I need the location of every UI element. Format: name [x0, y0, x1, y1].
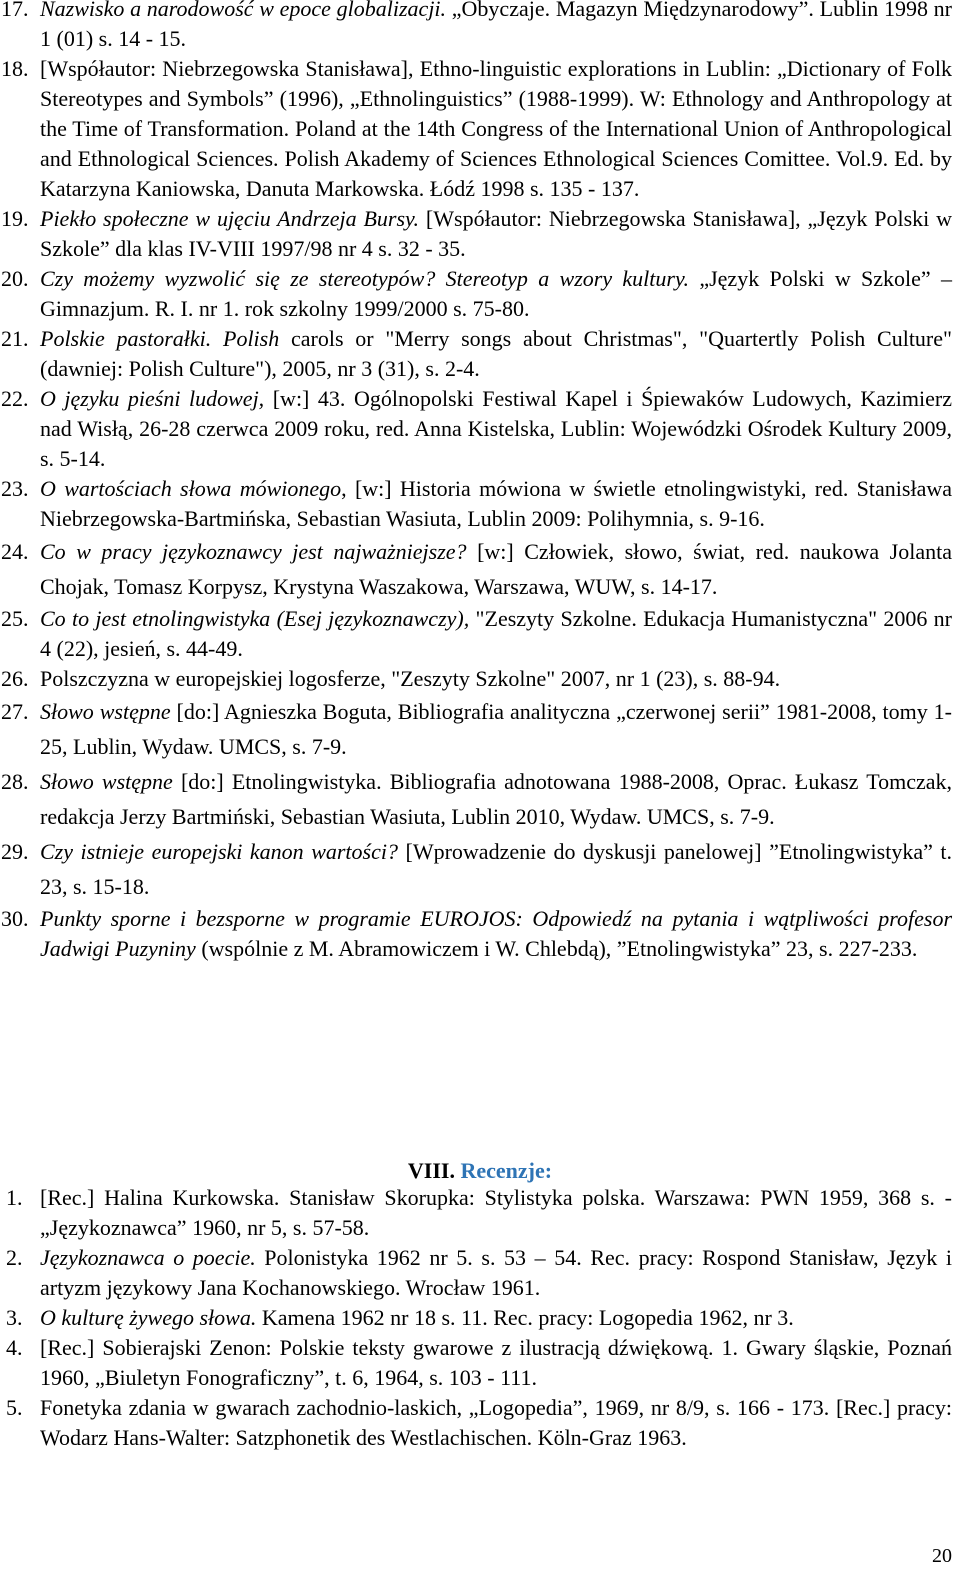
entry-number: 4.: [6, 1335, 23, 1360]
entry-title: Słowo wstępne: [40, 769, 173, 794]
list-item: [0, 1303, 960, 1333]
page-number: 20: [932, 1545, 952, 1567]
entry-number: 19.: [1, 206, 29, 231]
entry-number: 29.: [1, 839, 29, 864]
entry-details: "Zeszyty Szkolne. Edukacja Humanistyczna" 2006 nr 4 (22), jesień, s. 44-49.: [40, 606, 952, 661]
entry-details: Polonistyka 1962 nr 5. s. 53 – 54. Rec. pracy: Rospond Stanisław, Język i artyzm językowy Jana Kochanowskiego. Wrocław 1961.: [40, 1245, 952, 1300]
list-item: [0, 604, 960, 664]
entry-details: , [w:] Historia mówiona w świetle etnolingwistyki, red. Stanisława Niebrzegowska-Bartmińska, Sebastian Wasiuta, Lublin 2009: Polihymnia, s. 9-16.: [40, 476, 953, 531]
entry-number: 22.: [1, 386, 29, 411]
entry-title: Punkty sporne i bezsporne w programie EUROJOS: Odpowiedź na pytania i wątpliwości profesor Jadwigi Puzyniny: [40, 906, 952, 961]
entry-details: „Obyczaje. Magazyn Międzynarodowy”. Lublin 1998 nr 1 (01) s. 14 - 15.: [40, 0, 952, 51]
entry-title: O języku pieśni ludowej,: [40, 386, 265, 411]
list-item: [0, 264, 960, 324]
list-item: [0, 474, 960, 534]
list-item: [0, 1183, 960, 1243]
list-item: [0, 534, 960, 604]
entry-title: Co to jest etnolingwistyka (Esej językoznawczy),: [40, 606, 470, 631]
entry-number: 28.: [1, 769, 29, 794]
entry-number: 2.: [6, 1245, 23, 1270]
entry-number: 1.: [6, 1185, 23, 1210]
entry-number: 21.: [1, 326, 29, 351]
list-item: [0, 1393, 960, 1453]
entry-number: 5.: [6, 1395, 23, 1420]
list-item: [0, 384, 960, 474]
entry-details: [w:] Człowiek, słowo, świat, red. naukowa Jolanta Chojak, Tomasz Korpysz, Krystyna Waszakowa, Warszawa, WUW, s. 14-17.: [40, 539, 952, 599]
list-item: [0, 664, 960, 694]
list-item: [0, 764, 960, 834]
entry-title: Polskie pastorałki. Polish: [40, 326, 280, 351]
entry-number: 27.: [1, 699, 29, 724]
entry-details: (wspólnie z M. Abramowiczem i W. Chlebdą), ”Etnolingwistyka” 23, s. 227-233.: [195, 936, 918, 961]
list-item: [0, 204, 960, 264]
entry-number: 18.: [1, 56, 29, 81]
entry-title: Czy istnieje europejski kanon wartości?: [40, 839, 398, 864]
entry-number: 25.: [1, 606, 29, 631]
entry-title: Nazwisko a narodowość w epoce globalizacji.: [40, 0, 447, 21]
list-item: [0, 694, 960, 764]
entry-details: [Rec.] Halina Kurkowska. Stanisław Skorupka: Stylistyka polska. Warszawa: PWN 1959, 368 s. - „Językoznawca” 1960, nr 5, s. 57-58.: [40, 1185, 952, 1240]
entry-number: 3.: [6, 1305, 23, 1330]
entry-details: [do:] Etnolingwistyka. Bibliografia adnotowana 1988-2008, Oprac. Łukasz Tomczak, redakcja Jerzy Bartmiński, Sebastian Wasiuta, Lublin 2010, Wydaw. UMCS, s. 7-9.: [40, 769, 952, 829]
entry-title: Słowo wstępne: [40, 699, 171, 724]
entry-title: Czy możemy wyzwolić się ze stereotypów? Stereotyp a wzory kultury.: [40, 266, 690, 291]
list-item: [0, 54, 960, 204]
entry-title: O kulturę żywego słowa.: [40, 1305, 257, 1330]
entry-number: 30.: [1, 906, 29, 931]
list-item: [0, 1243, 960, 1303]
entry-details: [Wprowadzenie do dyskusji panelowej] ”Etnolingwistyka” t. 23, s. 15-18.: [40, 839, 952, 899]
entry-number: 26.: [1, 666, 29, 691]
entry-details: [Współautor: Niebrzegowska Stanisława], Ethno-linguistic explorations in Lublin: „Dictionary of Folk Stereotypes and Symbols” (1996), „Ethnolinguistics” (1988-1999). W: Ethnology and Anthropology at the Time of Transformation. Poland at the 14th Congress of the International Union of Anthropological and Ethnological Sciences. Polish Akademy of Sciences Ethnological Sciences Comittee. Vol.9. Ed. by Katarzyna Kaniowska, Danuta Markowska. Łódź 1998 s. 135 - 137.: [40, 56, 952, 201]
entry-number: 20.: [1, 266, 29, 291]
entry-details: [do:] Agnieszka Boguta, Bibliografia analityczna „czerwonej serii” 1981-2008, tomy 1-25, Lublin, Wydaw. UMCS, s. 7-9.: [40, 699, 952, 759]
entry-details: „Język Polski w Szkole” – Gimnazjum. R. I. nr 1. rok szkolny 1999/2000 s. 75-80.: [40, 266, 952, 321]
entry-details: [Rec.] Sobierajski Zenon: Polskie teksty gwarowe z ilustracją dźwiękową. 1. Gwary śląskie, Poznań 1960, „Biuletyn Fonograficzny”, t. 6, 1964, s. 103 - 111.: [40, 1335, 952, 1390]
entry-details: Kamena 1962 nr 18 s. 11. Rec. pracy: Logopedia 1962, nr 3.: [256, 1305, 794, 1330]
entry-number: 23.: [1, 476, 29, 501]
entry-number: 24.: [1, 539, 29, 564]
list-item: [0, 324, 960, 384]
entry-title: Piekło społeczne w ujęciu Andrzeja Bursy.: [40, 206, 420, 231]
reviews-list: [0, 1183, 960, 1453]
entry-title: O wartościach słowa mówionego: [40, 476, 342, 501]
entry-details: carols or "Merry songs about Christmas", "Quartertly Polish Culture" (dawniej: Polish Culture"), 2005, nr 3 (31), s. 2-4.: [40, 326, 952, 381]
list-item: [0, 0, 960, 54]
list-item: [0, 834, 960, 904]
section-heading: [0, 1156, 960, 1186]
list-item: [0, 1333, 960, 1393]
entry-title: Co w pracy językoznawcy jest najważniejsze?: [40, 539, 467, 564]
list-item: [0, 904, 960, 964]
entry-details: Fonetyka zdania w gwarach zachodnio-laskich, „Logopedia”, 1969, nr 8/9, s. 166 - 173. [Rec.] pracy: Wodarz Hans-Walter: Satzphonetik des Westlachischen. Köln-Graz 1963.: [40, 1395, 952, 1450]
entry-details: [w:] 43. Ogólnopolski Festiwal Kapel i Śpiewaków Ludowych, Kazimierz nad Wisłą, 26-28 czerwca 2009 roku, red. Anna Kistelska, Lublin: Wojewódzki Ośrodek Kultury 2009, s. 5-14.: [40, 386, 952, 471]
entry-number: 17.: [1, 0, 29, 21]
section-number: VIII.: [407, 1158, 455, 1183]
section-title: Recenzje:: [460, 1158, 553, 1183]
entry-details: [Współautor: Niebrzegowska Stanisława], „Język Polski w Szkole” dla klas IV-VIII 1997/98 nr 4 s. 32 - 35.: [40, 206, 952, 261]
entry-title: Językoznawca o poecie.: [40, 1245, 256, 1270]
entry-details: Polszczyzna w europejskiej logosferze, "Zeszyty Szkolne" 2007, nr 1 (23), s. 88-94.: [40, 666, 781, 691]
